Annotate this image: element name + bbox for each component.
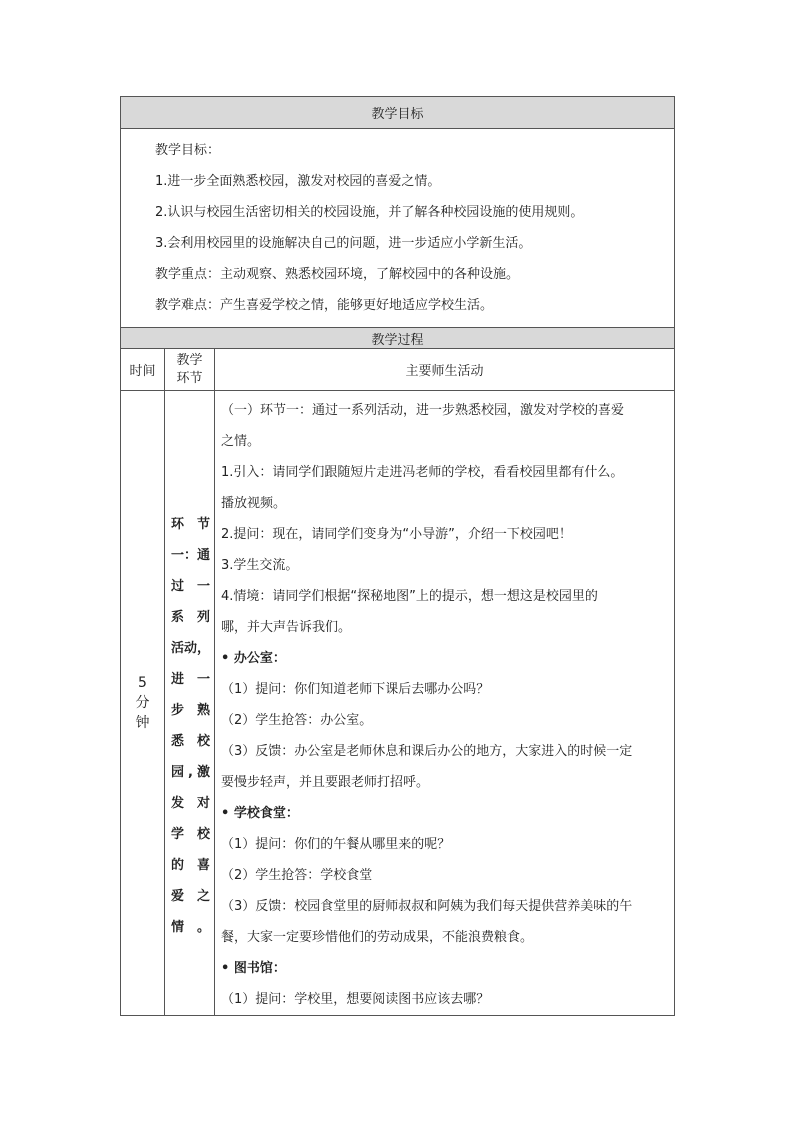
stage-line: 一：通 (171, 548, 211, 563)
activity-line: 播放视频。 (221, 496, 287, 511)
lesson-plan-table (120, 96, 675, 1016)
stage-line: 悉校 (171, 734, 210, 749)
activity-subheading-canteen: • 学校食堂： (221, 806, 299, 821)
goals-label: 教学目标： (155, 143, 221, 158)
stage-line: 的喜 (171, 858, 210, 873)
activity-line: （3）反馈：办公室是老师休息和课后办公的地方，大家进入的时候一定 (221, 744, 633, 759)
activity-line: （3）反馈：校园食堂里的厨师叔叔和阿姨为我们每天提供营养美味的午 (221, 899, 633, 914)
activity-line: （2）学生抢答：办公室。 (221, 713, 373, 728)
lesson-plan-page (120, 96, 674, 1016)
stage-line: 活动， (171, 641, 211, 656)
activity-line: （1）提问：学校里，想要阅读图书应该去哪？ (221, 992, 490, 1007)
activity-line: 3.学生交流。 (221, 558, 299, 573)
activity-line: （1）提问：你们的午餐从哪里来的呢？ (221, 837, 451, 852)
stage-line: 情。 (171, 920, 210, 935)
stage-line: 爱之 (171, 889, 210, 904)
stage-line: 进一 (171, 672, 210, 687)
stage-line: 系列 (171, 610, 210, 625)
activity-line: （一）环节一：通过一系列活动，进一步熟悉校园，激发对学校的喜爱 (221, 403, 625, 418)
goal-item-3: 3.会利用校园里的设施解决自己的问题，进一步适应小学新生活。 (155, 236, 532, 251)
activity-subheading-library: • 图书馆： (221, 961, 286, 976)
activity-subheading-office: • 办公室： (221, 651, 286, 666)
teaching-difficulty: 教学难点：产生喜爱学校之情，能够更好地适应学校生活。 (155, 298, 494, 313)
stage-line: 发对 (171, 796, 210, 811)
goal-item-2: 2.认识与校园生活密切相关的校园设施，并了解各种校园设施的使用规则。 (155, 205, 584, 220)
goal-item-1: 1.进一步全面熟悉校园，激发对校园的喜爱之情。 (155, 174, 441, 189)
activity-line: 餐，大家一定要珍惜他们的劳动成果，不能浪费粮食。 (221, 930, 534, 945)
teaching-process-header: 教学过程 (121, 328, 675, 349)
stage-line: 步熟 (171, 703, 210, 718)
stage-header-line-1: 教学 (176, 352, 203, 368)
activity-line: 哪，并大声告诉我们。 (221, 620, 352, 635)
activity-line: 要慢步轻声，并且要跟老师打招呼。 (221, 775, 430, 790)
activity-cell (215, 391, 675, 1016)
activity-line: 2.提问：现在，请同学们变身为“小导游”，介绍一下校园吧！ (221, 527, 572, 542)
column-header-stage (165, 349, 215, 391)
teaching-goals-header: 教学目标 (121, 97, 675, 129)
stage-line: 园,激 (171, 765, 210, 780)
activity-line: 1.引入：请同学们跟随短片走进冯老师的学校，看看校园里都有什么。 (221, 465, 624, 480)
time-line: 钟 (135, 715, 150, 731)
column-header-time: 时间 (121, 349, 165, 391)
stage-header-line-2: 环节 (176, 370, 203, 386)
stage-cell (165, 391, 215, 1016)
teaching-goals-section (121, 129, 675, 328)
column-header-activity: 主要师生活动 (215, 349, 675, 391)
stage-line: 学校 (171, 827, 210, 842)
activity-line: 4.情境：请同学们根据“探秘地图”上的提示，想一想这是校园里的 (221, 589, 598, 604)
activity-line: （1）提问：你们知道老师下课后去哪办公吗？ (221, 682, 490, 697)
activity-line: 之情。 (221, 434, 261, 449)
stage-line: 环节 (171, 517, 210, 532)
time-line: 5 (138, 675, 147, 691)
activity-line: （2）学生抢答：学校食堂 (221, 868, 373, 883)
teaching-key-point: 教学重点：主动观察、熟悉校园环境，了解校园中的各种设施。 (155, 267, 520, 282)
time-line: 分 (135, 695, 150, 711)
stage-line: 过一 (171, 579, 210, 594)
time-cell (121, 391, 165, 1016)
